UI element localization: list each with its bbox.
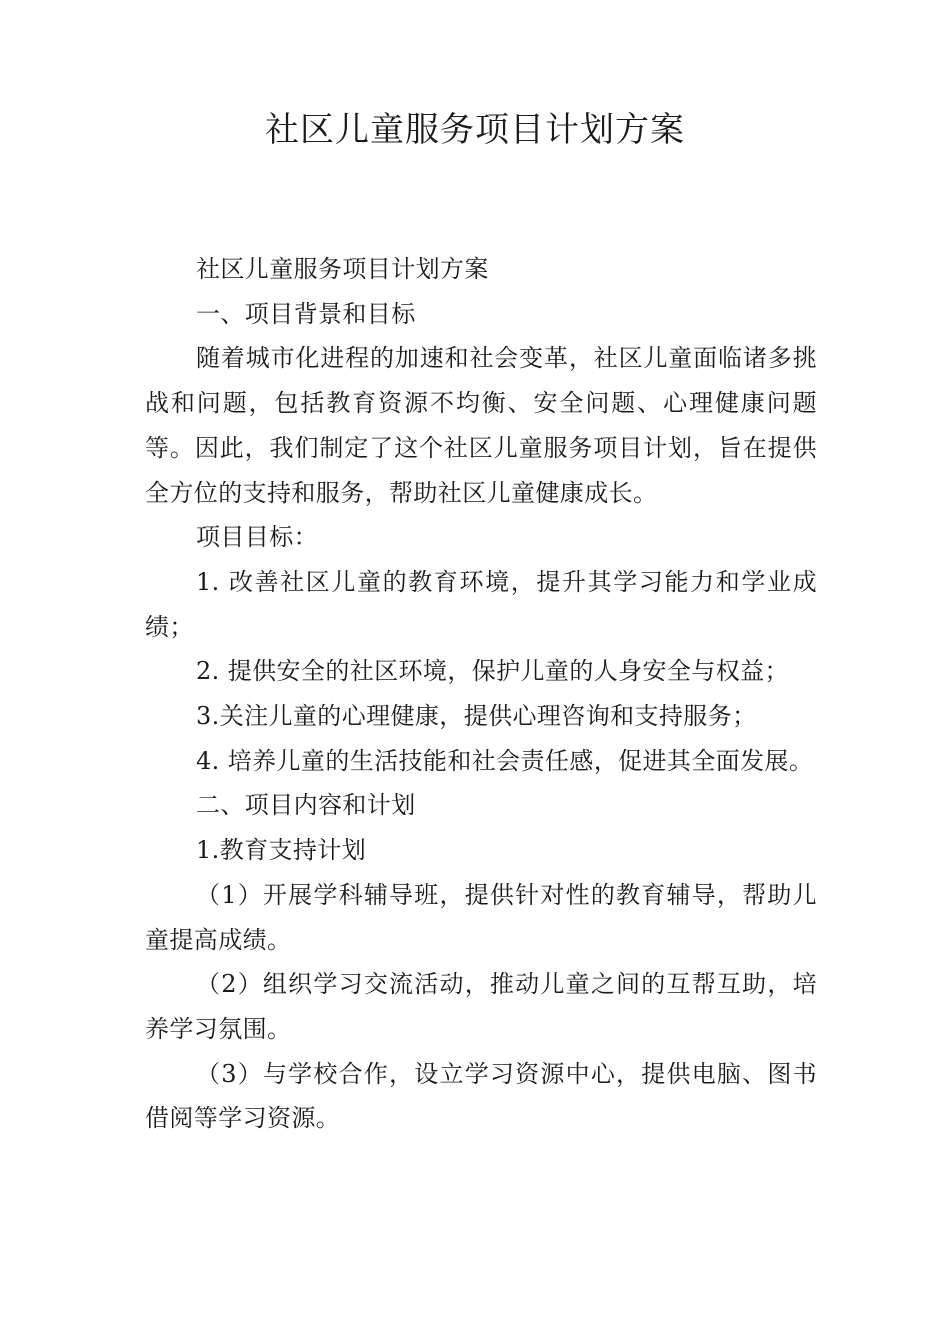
goal-item-1: 1. 改善社区儿童的教育环境，提升其学习能力和学业成绩； (145, 567, 817, 641)
section-heading-background: 一、项目背景和目标 (196, 299, 416, 328)
goal-item-3: 3.关注儿童的心理健康，提供心理咨询和支持服务； (196, 702, 757, 731)
goal-item-2: 2. 提供安全的社区环境，保护儿童的人身安全与权益； (196, 657, 789, 686)
goals-label: 项目目标： (196, 523, 318, 552)
paragraph-heading: 社区儿童服务项目计划方案 (196, 255, 489, 283)
paragraph-background: 随着城市化进程的加速和社会变革，社区儿童面临诸多挑战和问题，包括教育资源不均衡、安全问题、心理健康问题等。因此，我们制定了这个社区儿童服务项目计划，旨在提供全方位的支持和服务，帮助社区儿童健康成长。 (145, 344, 817, 507)
goal-item-4: 4. 培养儿童的生活技能和社会责任感，促进其全面发展。 (196, 746, 814, 775)
education-item-2: （2）组织学习交流活动，推动儿童之间的互帮互助，培养学习氛围。 (145, 970, 817, 1043)
section-heading-content: 二、项目内容和计划 (196, 791, 416, 820)
subsection-heading-education: 1.教育支持计划 (196, 836, 367, 865)
education-item-1: （1）开展学科辅导班，提供针对性的教育辅导，帮助儿童提高成绩。 (145, 880, 817, 954)
document-title: 社区儿童服务项目计划方案 (265, 110, 685, 150)
document-body (145, 247, 817, 1141)
education-item-3: （3）与学校合作，设立学习资源中心，提供电脑、图书借阅等学习资源。 (145, 1059, 817, 1133)
